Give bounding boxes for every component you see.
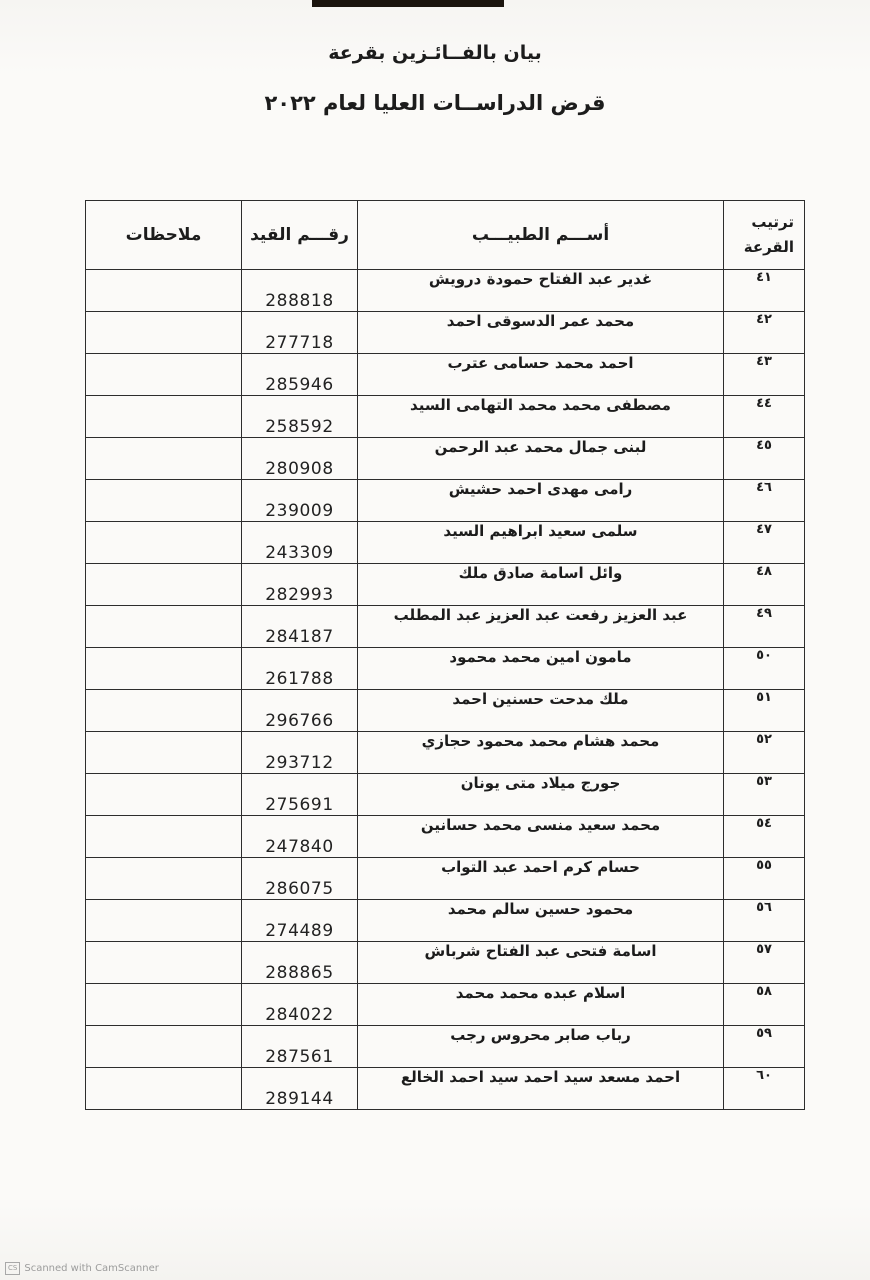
cell-lottery-order-text: ٥٥ [756,858,772,873]
cell-notes [86,1026,242,1068]
cell-notes [86,816,242,858]
cell-lottery-order [724,522,805,564]
cell-registration-number [242,732,358,774]
cell-registration-number [242,312,358,354]
cell-registration-number [242,270,358,312]
cell-doctor-name-text: محمود حسين سالم محمد [447,900,634,918]
cell-doctor-name [358,900,724,942]
cell-lottery-order-text: ٤٢ [756,312,772,327]
header-notes: ملاحظات [86,201,242,270]
cell-notes [86,984,242,1026]
table-row [86,1026,805,1068]
cell-registration-number-text: 277718 [265,333,334,353]
cell-registration-number-text: 284187 [265,627,334,647]
cell-lottery-order [724,1068,805,1110]
cell-doctor-name [358,732,724,774]
table-row [86,942,805,984]
cell-registration-number [242,522,358,564]
cell-notes [86,648,242,690]
cell-lottery-order-text: ٦٠ [756,1068,772,1083]
cell-lottery-order-text: ٥٨ [756,984,772,999]
cell-lottery-order [724,816,805,858]
cell-doctor-name [358,858,724,900]
document-title-line2: قرض الدراســات العليا لعام ٢٠٢٢ [264,91,606,115]
cell-registration-number-text: 288865 [265,963,334,983]
camscanner-text: Scanned with CamScanner [24,1263,159,1274]
cell-registration-number [242,606,358,648]
cell-lottery-order [724,438,805,480]
cell-registration-number [242,480,358,522]
cell-registration-number-text: 286075 [265,879,334,899]
document-title-line1: بيان بالفــائـزين بقرعة [328,42,542,64]
cell-doctor-name [358,942,724,984]
cell-notes [86,690,242,732]
cell-lottery-order-text: ٥٧ [756,942,772,957]
cell-lottery-order [724,606,805,648]
table-row [86,480,805,522]
cell-doctor-name-text: وائل اسامة صادق ملك [458,564,623,582]
table-row [86,312,805,354]
cell-notes [86,1068,242,1110]
cell-doctor-name [358,606,724,648]
cell-lottery-order-text: ٤٨ [756,564,772,579]
cell-registration-number-text: 293712 [265,753,334,773]
cell-registration-number [242,1026,358,1068]
cell-notes [86,858,242,900]
cell-registration-number-text: 275691 [265,795,334,815]
cell-lottery-order-text: ٤٧ [756,522,772,537]
table-row [86,354,805,396]
cell-notes [86,606,242,648]
cell-registration-number-text: 247840 [265,837,334,857]
table-row [86,1068,805,1110]
cell-lottery-order [724,984,805,1026]
cell-lottery-order [724,1026,805,1068]
cell-doctor-name-text: سلمى سعيد ابراهيم السيد [443,522,638,540]
table-row [86,270,805,312]
cell-registration-number-text: 258592 [265,417,334,437]
cell-lottery-order-text: ٤٤ [756,396,772,411]
cell-registration-number-text: 296766 [265,711,334,731]
table-row [86,438,805,480]
cell-notes [86,732,242,774]
cell-doctor-name [358,312,724,354]
cell-doctor-name [358,1026,724,1068]
cell-lottery-order [724,942,805,984]
cell-registration-number [242,858,358,900]
cell-registration-number [242,690,358,732]
header-lottery-order-line1: ترتيب [751,212,794,231]
cell-registration-number [242,900,358,942]
cell-registration-number-text: 284022 [265,1005,334,1025]
camscanner-watermark [5,1262,159,1275]
cell-lottery-order [724,858,805,900]
header-lottery-order-line2: القرعة [743,238,794,256]
cell-doctor-name-text: عبد العزيز رفعت عبد العزيز عبد المطلب [393,606,688,624]
table-row [86,774,805,816]
cell-notes [86,942,242,984]
cell-registration-number [242,648,358,690]
cell-lottery-order-text: ٤٩ [756,606,772,621]
cell-doctor-name [358,480,724,522]
cell-doctor-name-text: مصطفى محمد محمد التهامى السيد [410,396,671,414]
cell-doctor-name [358,816,724,858]
table-row [86,564,805,606]
cell-lottery-order [724,774,805,816]
cell-lottery-order-text: ٥٣ [756,774,772,789]
cell-notes [86,480,242,522]
cell-notes [86,522,242,564]
table-row [86,732,805,774]
scan-edge-artifact [312,0,504,7]
cell-lottery-order-text: ٥٦ [756,900,772,915]
cell-registration-number-text: 289144 [265,1089,334,1109]
header-doctor-name: أســـم الطبيـــب [358,201,724,270]
cell-registration-number-text: 285946 [265,375,334,395]
cell-lottery-order-text: ٤٦ [756,480,772,495]
cell-registration-number-text: 282993 [265,585,334,605]
cell-lottery-order-text: ٤٣ [756,354,772,369]
cell-doctor-name-text: رباب صابر محروس رجب [450,1026,631,1044]
cell-doctor-name-text: محمد عمر الدسوقى احمد [446,312,635,330]
cell-doctor-name [358,270,724,312]
cell-registration-number-text: 288818 [265,291,334,311]
cell-registration-number [242,438,358,480]
cell-registration-number [242,1068,358,1110]
cell-notes [86,270,242,312]
cell-registration-number-text: 280908 [265,459,334,479]
camscanner-icon: CS [5,1262,20,1275]
header-registration-number: رقـــم القيد [242,201,358,270]
cell-registration-number-text: 239009 [265,501,334,521]
cell-lottery-order-text: ٤١ [756,270,772,285]
cell-doctor-name-text: محمد هشام محمد محمود حجازي [421,732,660,750]
cell-lottery-order [724,648,805,690]
cell-doctor-name-text: احمد مسعد سيد احمد سيد احمد الخالع [400,1068,681,1086]
cell-lottery-order [724,732,805,774]
cell-lottery-order [724,270,805,312]
cell-doctor-name-text: مامون امين محمد محمود [449,648,632,666]
cell-notes [86,396,242,438]
cell-registration-number-text: 243309 [265,543,334,563]
cell-doctor-name-text: جورج ميلاد متى يونان [460,774,621,792]
cell-registration-number [242,774,358,816]
cell-doctor-name [358,1068,724,1110]
cell-registration-number [242,942,358,984]
cell-registration-number [242,984,358,1026]
cell-notes [86,438,242,480]
cell-doctor-name [358,522,724,564]
cell-lottery-order [724,354,805,396]
cell-registration-number-text: 287561 [265,1047,334,1067]
cell-lottery-order [724,480,805,522]
cell-registration-number-text: 261788 [265,669,334,689]
cell-doctor-name-text: حسام كرم احمد عبد التواب [441,858,640,876]
cell-doctor-name-text: اسامة فتحى عبد الفتاح شرباش [424,942,657,960]
cell-doctor-name-text: غدير عبد الفتاح حمودة درويش [428,270,653,288]
cell-doctor-name-text: اسلام عبده محمد محمد [455,984,626,1002]
cell-notes [86,354,242,396]
table-row [86,648,805,690]
cell-doctor-name-text: احمد محمد حسامى عترب [447,354,634,372]
cell-doctor-name [358,648,724,690]
cell-lottery-order-text: ٥٩ [756,1026,772,1041]
cell-doctor-name [358,690,724,732]
cell-notes [86,564,242,606]
cell-notes [86,312,242,354]
table-row [86,690,805,732]
cell-lottery-order [724,900,805,942]
lottery-winners-table [85,200,805,1110]
table-row [86,606,805,648]
cell-lottery-order [724,690,805,732]
cell-doctor-name-text: محمد سعيد منسى محمد حسانين [420,816,661,834]
cell-doctor-name [358,396,724,438]
table-row [86,396,805,438]
cell-lottery-order-text: ٥٠ [756,648,772,663]
cell-doctor-name [358,354,724,396]
cell-lottery-order-text: ٥٤ [756,816,772,831]
table-header-row [86,201,805,270]
cell-doctor-name [358,564,724,606]
cell-doctor-name-text: لبنى جمال محمد عبد الرحمن [434,438,647,456]
table-row [86,522,805,564]
header-lottery-order [724,201,805,270]
cell-doctor-name-text: رامى مهدى احمد حشيش [448,480,633,498]
cell-doctor-name [358,984,724,1026]
table-row [86,900,805,942]
cell-lottery-order-text: ٤٥ [756,438,772,453]
cell-doctor-name-text: ملك مدحت حسنين احمد [452,690,629,708]
cell-lottery-order [724,564,805,606]
cell-notes [86,900,242,942]
cell-lottery-order [724,396,805,438]
cell-lottery-order-text: ٥٢ [756,732,772,747]
table-row [86,858,805,900]
cell-doctor-name [358,438,724,480]
cell-registration-number-text: 274489 [265,921,334,941]
cell-registration-number [242,816,358,858]
cell-registration-number [242,564,358,606]
cell-registration-number [242,354,358,396]
cell-lottery-order [724,312,805,354]
cell-notes [86,774,242,816]
table-row [86,816,805,858]
document-header [0,42,870,115]
cell-lottery-order-text: ٥١ [756,690,772,705]
cell-registration-number [242,396,358,438]
cell-doctor-name [358,774,724,816]
table-row [86,984,805,1026]
